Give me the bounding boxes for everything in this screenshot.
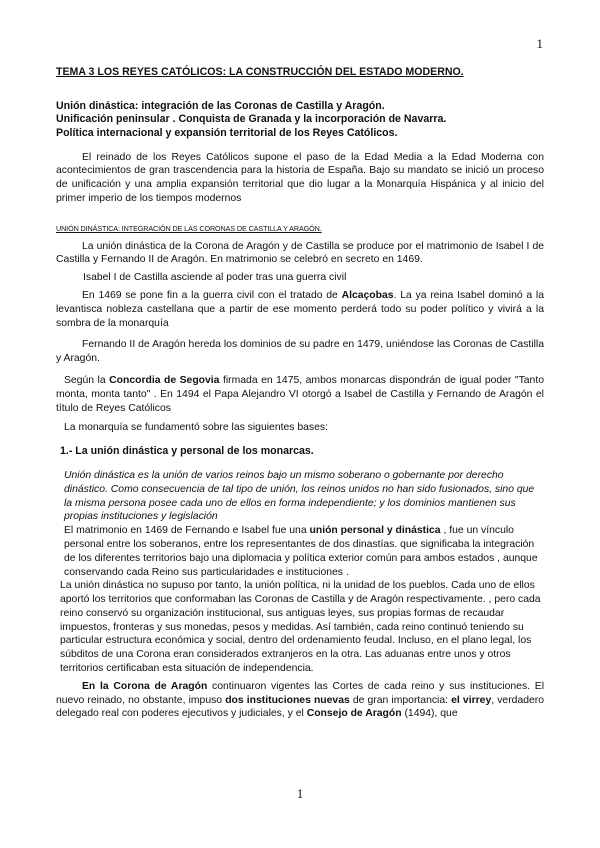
paragraph-corona-aragon [56, 680, 544, 721]
bold-text: Consejo de Aragón [306, 708, 402, 720]
definition-paragraph: Unión dinástica es la unión de varios reinos bajo un mismo soberano o gobernante por derecho dinástico. Como consecuencia de tal tipo de unión, los reinos unidos no han sido fusionados, sino que la misma persona posee cada uno de ellos en forma independiente; y los dominios mantienen sus propias instituciones y legislación [64, 469, 535, 523]
paragraph-isabel: Isabel I de Castilla asciende al poder tras una guerra civil [83, 272, 347, 284]
text: En 1469 se pone fin a la guerra civil con el tratado de [82, 289, 342, 301]
paragraph-union: La unión dinástica de la Corona de Aragón y de Castilla se produce por el matrimonio de Isabel I de Castilla y Fernando II de Aragón. En matrimonio se celebró en secreto en 1469. [56, 240, 544, 266]
paragraph-bases: La monarquía se fundamentó sobre las siguientes bases: [64, 422, 328, 434]
text: . La ya reina Isabel dominó a la levantisca nobleza castellana que a partir de ese momento perderá todo su poder político y vivirá a la sombra de la monarquía [56, 289, 544, 329]
text: , verdadero delegado real con poderes ejecutivos y judiciales, y el [56, 694, 545, 720]
summary-item: Política internacional y expansión territorial de los Reyes Católicos. [56, 126, 398, 139]
paragraph-matrimonio [56, 524, 544, 579]
summary-item: Unión dinástica: integración de las Coronas de Castilla y Aragón. [56, 99, 385, 112]
bold-text: Concordia de Segovia [109, 374, 220, 386]
page-title: TEMA 3 LOS REYES CATÓLICOS: LA CONSTRUCCIÓN DEL ESTADO MODERNO. [56, 66, 464, 78]
page-number-top: 1 [536, 36, 543, 51]
text: , fue un vínculo personal entre los soberanos, entre los representantes de dos dinastías. que significaba la integración de los diferentes territorios bajo una diplomacia y política exterior común para ambos estados , aunque conservando cada Reino sus particularidades e instituciones . [64, 525, 538, 578]
text: continuaron vigentes las Cortes de cada reino y sus instituciones. El nuevo reinado, no obstante, impuso [56, 680, 544, 706]
bold-text: el virrey [451, 694, 492, 706]
section-heading: UNIÓN DINÁSTICA: INTEGRACIÓN DE LAS CORONAS DE CASTILLA Y ARAGÓN. [56, 223, 322, 233]
subheading-1: 1.- La unión dinástica y personal de los monarcas. [60, 445, 314, 458]
paragraph-no-supuso: La unión dinástica no supuso por tanto, la unión política, ni la unidad de los pueblos. Cada uno de ellos aportó los territorios que conformaban las Coronas de Castilla y de Aragón respectivamente. , pero cada reino conservó su organización institucional, sus antiguas leyes, sus propias formas de recaudar impuestos, fronteras y sus monedas, pesos y medidas. Así también, cada reino continuó teniendo su particular estructura económica y social, dentro del ordenamiento feudal. Incluso, en el plano legal, los súbditos de una Corona eran considerados extranjeros en la otra. Las aduanas entre unos y otros territorios certificaban esta situación de independencia. [60, 580, 541, 675]
bold-text: dos instituciones nuevas [225, 694, 350, 706]
paragraph-concordia [56, 374, 544, 415]
summary-list [56, 100, 544, 141]
text: firmada en 1475, ambos monarcas dispondrán de igual poder "Tanto monta, monta tanto" . En 1494 el Papa Alejandro VI otorgó a Isabel de Castilla y Fernando de Aragón el título de Reyes Católicos [56, 374, 544, 414]
document-body [56, 66, 544, 721]
text: El matrimonio en 1469 de Fernando e Isabel fue una [64, 525, 310, 537]
paragraph-fernando: Fernando II de Aragón hereda los dominios de su padre en 1479, uniéndose las Coronas de Castilla y Aragón. [56, 339, 544, 365]
text: Según la [64, 374, 110, 386]
bold-text: En la Corona de Aragón [82, 680, 208, 692]
intro-paragraph: El reinado de los Reyes Católicos supone el paso de la Edad Media a la Edad Moderna con acontecimientos de gran trascendencia para la historia de España. Bajo su mandato se inició un proceso de unificación y una amplia expansión territorial que dio lugar a la Monarquía Hispánica y al inicio del primer imperio de los tiempos modernos [56, 151, 544, 204]
page-number-bottom: 1 [296, 786, 304, 801]
text: de gran importancia: [349, 694, 452, 706]
text: (1494), que [401, 708, 458, 720]
summary-item: Unificación peninsular . Conquista de Granada y la incorporación de Navarra. [56, 113, 447, 126]
paragraph-1469 [56, 289, 544, 330]
bold-text: unión personal y dinástica [309, 525, 441, 537]
bold-text: Alcaçobas [341, 289, 394, 301]
